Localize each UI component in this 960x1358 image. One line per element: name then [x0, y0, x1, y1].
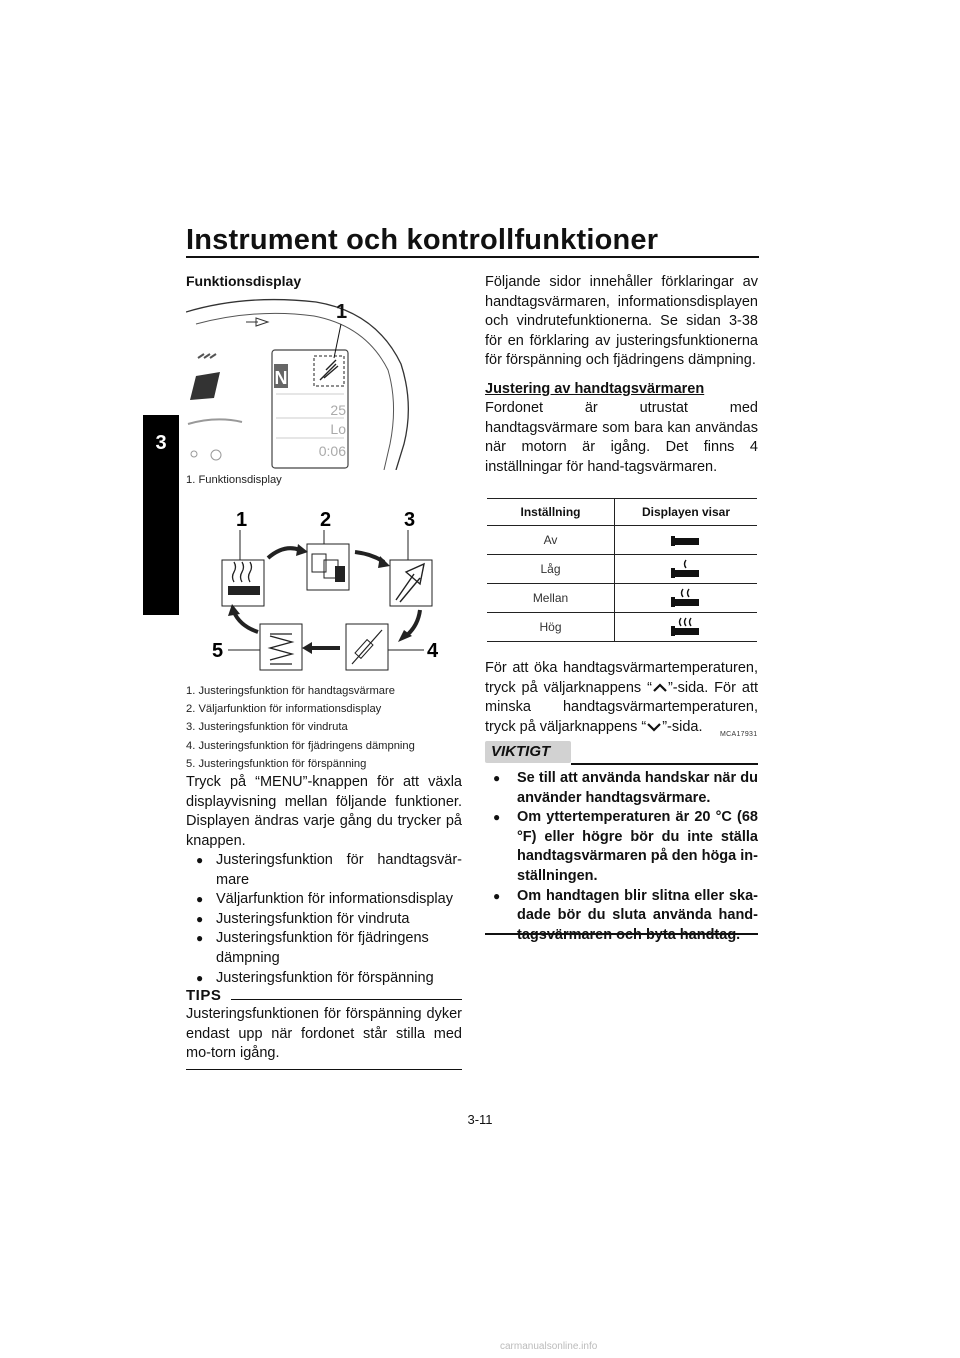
page-title: Instrument och kontrollfunktioner — [186, 224, 659, 256]
figure2-caption-2: 2. Väljarfunktion för informationsdisplay — [186, 703, 382, 716]
page-number: 3-11 — [467, 1112, 493, 1127]
table-row — [487, 584, 757, 613]
notice-code: MCA17931 — [720, 731, 758, 738]
important-label: VIKTIGT — [485, 741, 571, 763]
menu-cycle-diagram — [200, 502, 450, 672]
setting-low-label: Låg — [487, 555, 615, 584]
important-list — [485, 769, 758, 945]
figure1-caption: 1. Funktionsdisplay — [186, 474, 282, 486]
important-bottom-rule — [485, 933, 758, 935]
instrument-display-illustration — [186, 294, 412, 470]
table-header-setting: Inställning — [487, 499, 615, 526]
important-item: ● Om handtagen blir slitna eller ska-dade bör du sluta använda hand- — [485, 887, 758, 946]
cycle-callout-4: 4 — [427, 640, 439, 662]
figure2-caption-3: 3. Justeringsfunktion för vindruta — [186, 721, 348, 734]
important-item: ● Se till att använda handskar när du använder handtagsvärmare. — [485, 769, 758, 808]
adjust-text-a: För att öka handtagsvärmartemperaturen, tryck på väljarknappens “ — [485, 660, 758, 696]
function-list-item: ● Justeringsfunktion för fjädringens dämpning — [196, 929, 462, 968]
table-header-display: Displayen visar — [615, 499, 758, 526]
setting-off-label: Av — [487, 526, 615, 555]
figure2-caption-5: 5. Justeringsfunktion för förspänning — [186, 757, 367, 770]
tips-label: TIPS — [186, 987, 222, 1004]
adjust-temperature-paragraph — [485, 659, 758, 737]
adjust-text-c: ”-sida. — [662, 718, 703, 735]
title-divider — [186, 256, 759, 258]
grip-heater-icon — [222, 560, 264, 606]
menu-intro-paragraph: Tryck på “MENU”-knappen för att växla displayvisning mellan följande funktioner. Displayen ändras varje gång du trycker på knappen. — [186, 774, 462, 849]
function-list-item: ● Justeringsfunktion för handtagsvär-mare — [196, 851, 462, 890]
windshield-icon — [390, 560, 432, 606]
section-heading: Funktionsdisplay — [186, 273, 302, 289]
watermark: carmanualsonline.info — [500, 1341, 598, 1352]
table-row — [487, 555, 757, 584]
cycle-callout-2: 2 — [320, 509, 332, 531]
gear-indicator: N — [274, 368, 288, 388]
display-selector-icon — [307, 544, 349, 590]
tips-bottom-rule — [186, 1069, 462, 1070]
setting-high-label: Hög — [487, 613, 615, 642]
grip-high-icon — [671, 616, 701, 636]
important-top-rule — [571, 763, 758, 765]
function-list-item: ● Väljarfunktion för informationsdisplay — [196, 890, 462, 910]
function-list-item: ● Justeringsfunktion för förspänning — [196, 969, 462, 989]
grip-off-icon — [671, 530, 701, 548]
overview-paragraph: Följande sidor innehåller förklaringar av handtagsvärmaren, informationsdisplayen och vindrutefunktionerna. Se sidan 3-38 för en förklaring av justeringsfunktionerna för förspänning och fjädringens dämpning. — [485, 274, 758, 369]
display-value-1: 25 — [330, 402, 346, 418]
important-item: ● Om yttertemperaturen är 20 °C (68 °F) eller högre bör du inte ställa handtagsvärmaren på den höga in-ställningen. — [485, 808, 758, 886]
display-value-2: Lo — [330, 421, 346, 437]
tips-top-rule — [231, 999, 462, 1000]
cycle-callout-3: 3 — [404, 509, 416, 531]
figure2-caption-1: 1. Justeringsfunktion för handtagsvärmare — [186, 685, 395, 697]
preload-icon — [260, 624, 302, 670]
tips-text: Justeringsfunktionen för förspänning dyker endast upp när fordonet står stilla med mo-torn igång. — [186, 1006, 462, 1062]
function-list-item: ● Justeringsfunktion för vindruta — [196, 910, 462, 930]
adjust-text-b: ”-sida. För att minska handtagsvärmartemperaturen, tryck på väljarknappens “ — [485, 679, 759, 735]
grip-low-icon — [671, 558, 701, 578]
function-list — [196, 851, 462, 988]
grip-heater-paragraph: Fordonet är utrustat med handtagsvärmare som bara kan användas när motorn är igång. Det finns 4 inställningar för hand-tagsvärmaren. — [485, 400, 758, 475]
figure2-caption-4: 4. Justeringsfunktion för fjädringens dämpning — [186, 739, 415, 752]
damping-icon — [346, 624, 388, 670]
chevron-up-icon — [652, 682, 668, 693]
cycle-callout-1: 1 — [236, 509, 248, 531]
chapter-tab-number: 3 — [155, 432, 167, 454]
display-value-3: 0:06 — [318, 443, 346, 459]
grip-heater-heading: Justering av handtagsvärmaren — [485, 381, 705, 397]
cycle-callout-5: 5 — [212, 640, 224, 662]
figure1-callout: 1 — [336, 301, 348, 323]
table-header-row — [487, 499, 757, 526]
grip-medium-icon — [671, 587, 701, 607]
table-row — [487, 526, 757, 555]
grip-settings-table — [487, 498, 757, 642]
setting-medium-label: Mellan — [487, 584, 615, 613]
figure2-captions — [186, 682, 466, 773]
chevron-down-icon — [646, 721, 662, 732]
table-row — [487, 613, 757, 642]
